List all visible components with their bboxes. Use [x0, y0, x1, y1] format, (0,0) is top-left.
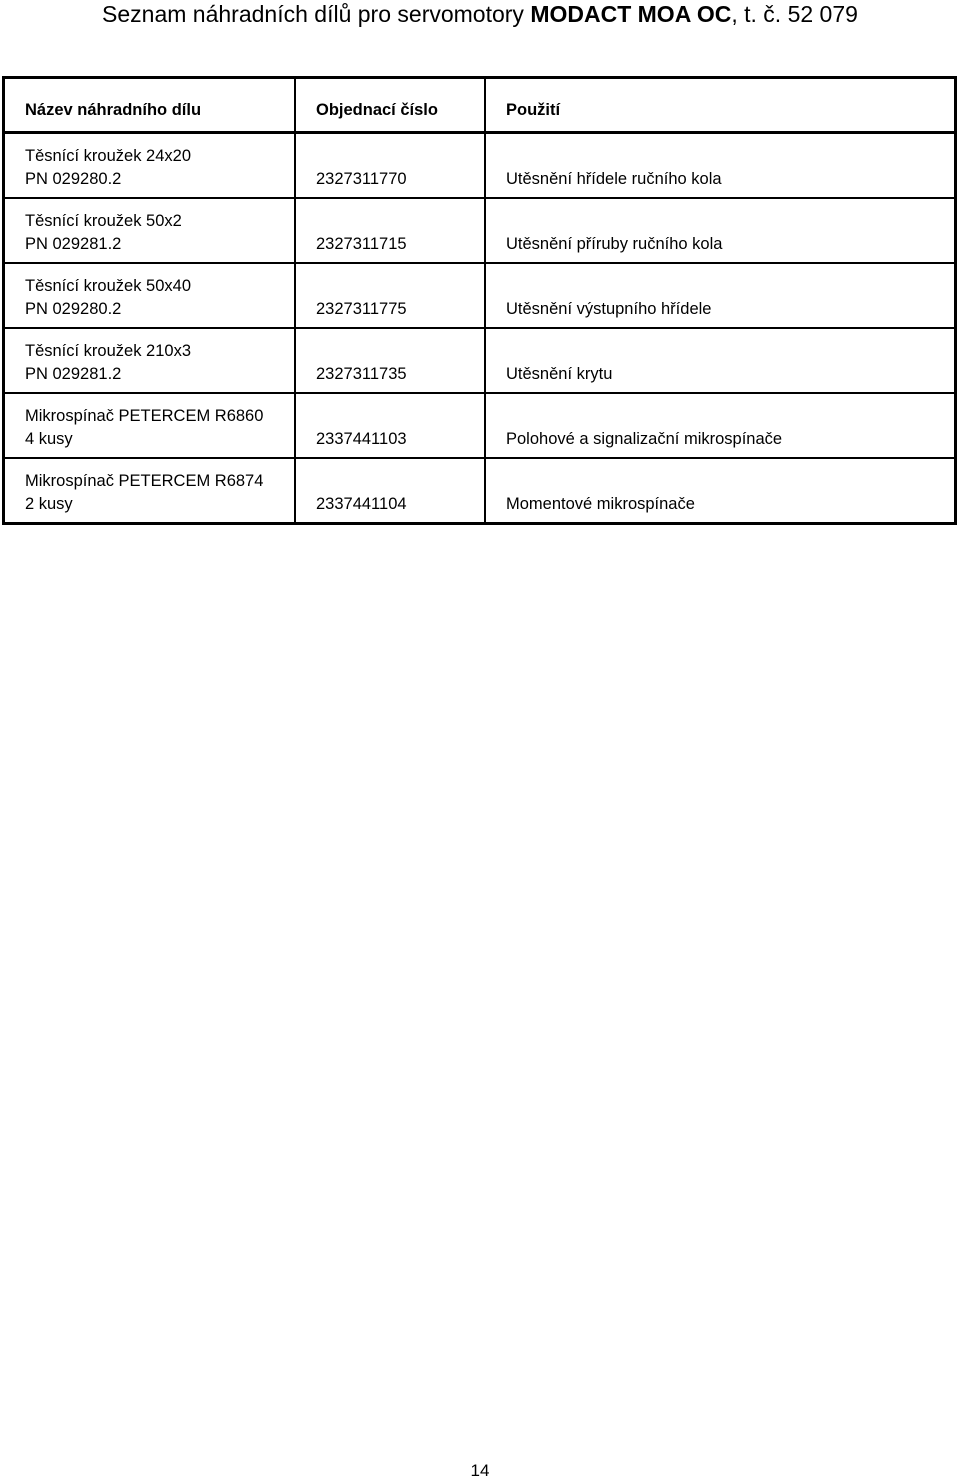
part-name: Mikrospínač PETERCEM R6860 — [25, 407, 264, 425]
part-spec: PN 029281.2 — [25, 235, 122, 253]
part-quantity: 2 kusy — [25, 495, 73, 513]
part-usage: Utěsnění výstupního hřídele — [485, 263, 956, 328]
part-name-cell — [4, 458, 296, 524]
part-name-cell — [4, 133, 296, 199]
table-row — [4, 393, 956, 458]
part-name-cell — [4, 393, 296, 458]
part-name: Mikrospínač PETERCEM R6874 — [25, 472, 264, 490]
order-number: 2327311770 — [295, 133, 485, 199]
part-usage: Utěsnění krytu — [485, 328, 956, 393]
spare-parts-table — [2, 76, 957, 525]
page-title-model: MODACT MOA OC — [530, 1, 732, 27]
page-number: 14 — [470, 1461, 490, 1480]
part-usage: Momentové mikrospínače — [485, 458, 956, 524]
page-title-suffix: , t. č. 52 079 — [731, 1, 858, 27]
part-usage: Polohové a signalizační mikrospínače — [485, 393, 956, 458]
order-number: 2327311715 — [295, 198, 485, 263]
part-spec: PN 029280.2 — [25, 170, 122, 188]
header-order-number: Objednací číslo — [295, 78, 485, 133]
part-name-cell — [4, 328, 296, 393]
part-name: Těsnící kroužek 50x2 — [25, 212, 182, 230]
part-name: Těsnící kroužek 50x40 — [25, 277, 191, 295]
page-title — [0, 0, 960, 28]
table-row — [4, 458, 956, 524]
order-number: 2327311775 — [295, 263, 485, 328]
part-spec: PN 029280.2 — [25, 300, 122, 318]
part-name: Těsnící kroužek 210x3 — [25, 342, 191, 360]
part-usage: Utěsnění hřídele ručního kola — [506, 170, 722, 188]
part-name-cell — [4, 263, 296, 328]
page-title-prefix: Seznam náhradních dílů pro servomotory — [102, 1, 531, 27]
table-header-row — [4, 78, 956, 133]
table-row — [4, 133, 956, 199]
table-row — [4, 328, 956, 393]
order-number: 2337441103 — [295, 393, 485, 458]
header-usage: Použití — [485, 78, 956, 133]
table-row — [4, 198, 956, 263]
part-usage: Utěsnění příruby ručního kola — [485, 198, 956, 263]
order-number: 2327311735 — [295, 328, 485, 393]
header-part-name: Název náhradního dílu — [4, 78, 296, 133]
part-name: Těsnící kroužek 24x20 — [25, 147, 191, 165]
part-spec: PN 029281.2 — [25, 365, 122, 383]
order-number: 2337441104 — [295, 458, 485, 524]
part-quantity: 4 kusy — [25, 430, 73, 448]
part-name-cell — [4, 198, 296, 263]
table-row — [4, 263, 956, 328]
